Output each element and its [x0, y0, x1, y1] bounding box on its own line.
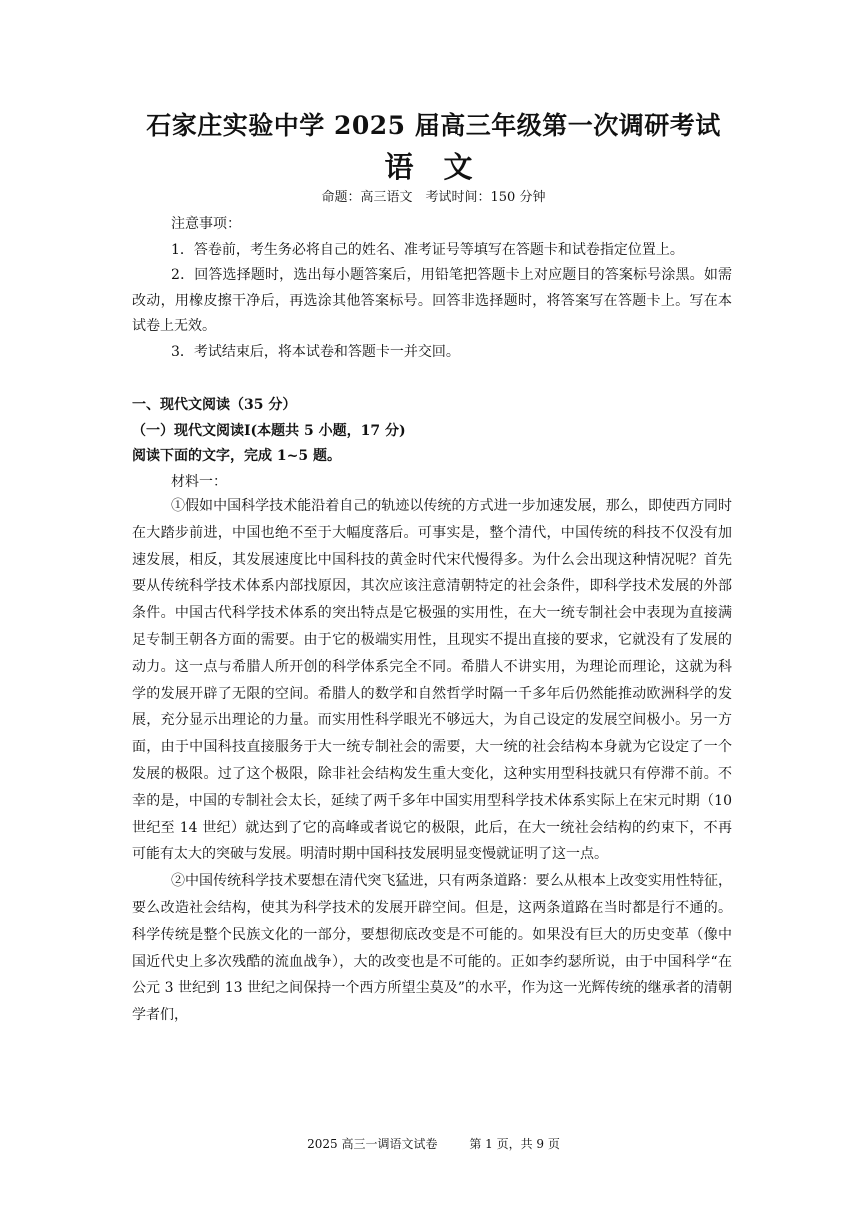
section-header — [132, 393, 732, 495]
note-item-1: 1．答卷前，考生务必将自己的姓名、准考证号等填写在答题卡和试卷指定位置上。 — [171, 241, 684, 258]
reading-passage — [132, 493, 732, 1029]
exam-meta: 命题：高三语文 考试时间：150 分钟 — [321, 190, 546, 205]
subject-title: 语 文 — [384, 150, 483, 184]
section-instruction: 阅读下面的文字，完成 1~5 题。 — [132, 448, 341, 464]
note-item-2: 2．回答选择题时，选出每小题答案后，用铅笔把答题卡上对应题目的答案标号涂黑。如需改动，用橡皮擦干净后，再选涂其他答案标号。回答非选择题时，将答案写在答题卡上。写在本试卷上无效。 — [132, 267, 732, 334]
footer-page-info: 第 1 页，共 9 页 — [469, 1137, 560, 1151]
section-subheading: （一）现代文阅读I(本题共 5 小题，17 分) — [132, 422, 406, 439]
passage-paragraph-1: ①假如中国科学技术能沿着自己的轨迹以传统的方式进一步加速发展，那么，即使西方同时在大踏步前进，中国也绝不至于大幅度落后。可事实是，整个清代，中国传统的科技不仅没有加速发展，相反，其发展速度比中国科技的黄金时代宋代慢得多。为什么会出现这种情况呢？首先要从传统科学技术体系内部找原因，其次应该注意清朝特定的社会条件，即科学技术发展的外部条件。中国古代科学技术体系的突出特点是它极强的实用性，在大一统专制社会中表现为直接满足专制王朝各方面的需要。由于它的极端实用性，且现实不提出直接的要求，它就没有了发展的动力。这一点与希腊人所开创的科学体系完全不同。希腊人不讲实用，为理论而理论，这就为科学的发展开辟了无限的空间。希腊人的数学和自然哲学时隔一千多年后仍然能推动欧洲科学的发展，充分显示出理论的力量。而实用性科学眼光不够远大，为自己设定的发展空间极小。另一方面，由于中国科技直接服务于大一统专制社会的需要，大一统的社会结构本身就为它设定了一个发展的极限。过了这个极限，除非社会结构发生重大变化，这种实用型科技就只有停滞不前。不幸的是，中国的专制社会太长，延续了两千多年中国实用型科学技术体系实际上在宋元时期（10 世纪至 14 世纪）就达到了它的高峰或者说它的极限，此后，在大一统社会结构的约束下，不再可能有太大的突破与发展。明清时期中国科技发展明显变慢就证明了这一点。 — [132, 498, 732, 863]
notes-block — [132, 212, 732, 365]
passage-paragraph-2: ②中国传统科学技术要想在清代突飞猛进，只有两条道路：要么从根本上改变实用性特征，要么改造社会结构，使其为科学技术的发展开辟空间。但是，这两条道路在当时都是行不通的。科学传统是整个民族文化的一部分，要想彻底改变是不可能的。如果没有巨大的历史变革（像中国近代史上多次残酷的流血战争），大的改变也是不可能的。正如李约瑟所说，由于中国科学“在公元 3 世纪到 13 世纪之间保持一个西方所望尘莫及”的水平，作为这一光辉传统的继承者的清朝学者们， — [132, 873, 732, 1024]
footer-exam-name: 2025 高三一调语文试卷 — [307, 1137, 438, 1151]
page-footer — [0, 1135, 867, 1152]
material-label: 材料一： — [171, 473, 227, 490]
section-heading: 一、现代文阅读（35 分） — [132, 397, 297, 413]
note-item-3: 3．考试结束后，将本试卷和答题卡一并交回。 — [171, 343, 460, 360]
notes-heading: 注意事项： — [171, 216, 241, 232]
exam-title: 石家庄实验中学 2025 届高三年级第一次调研考试 — [146, 111, 721, 140]
